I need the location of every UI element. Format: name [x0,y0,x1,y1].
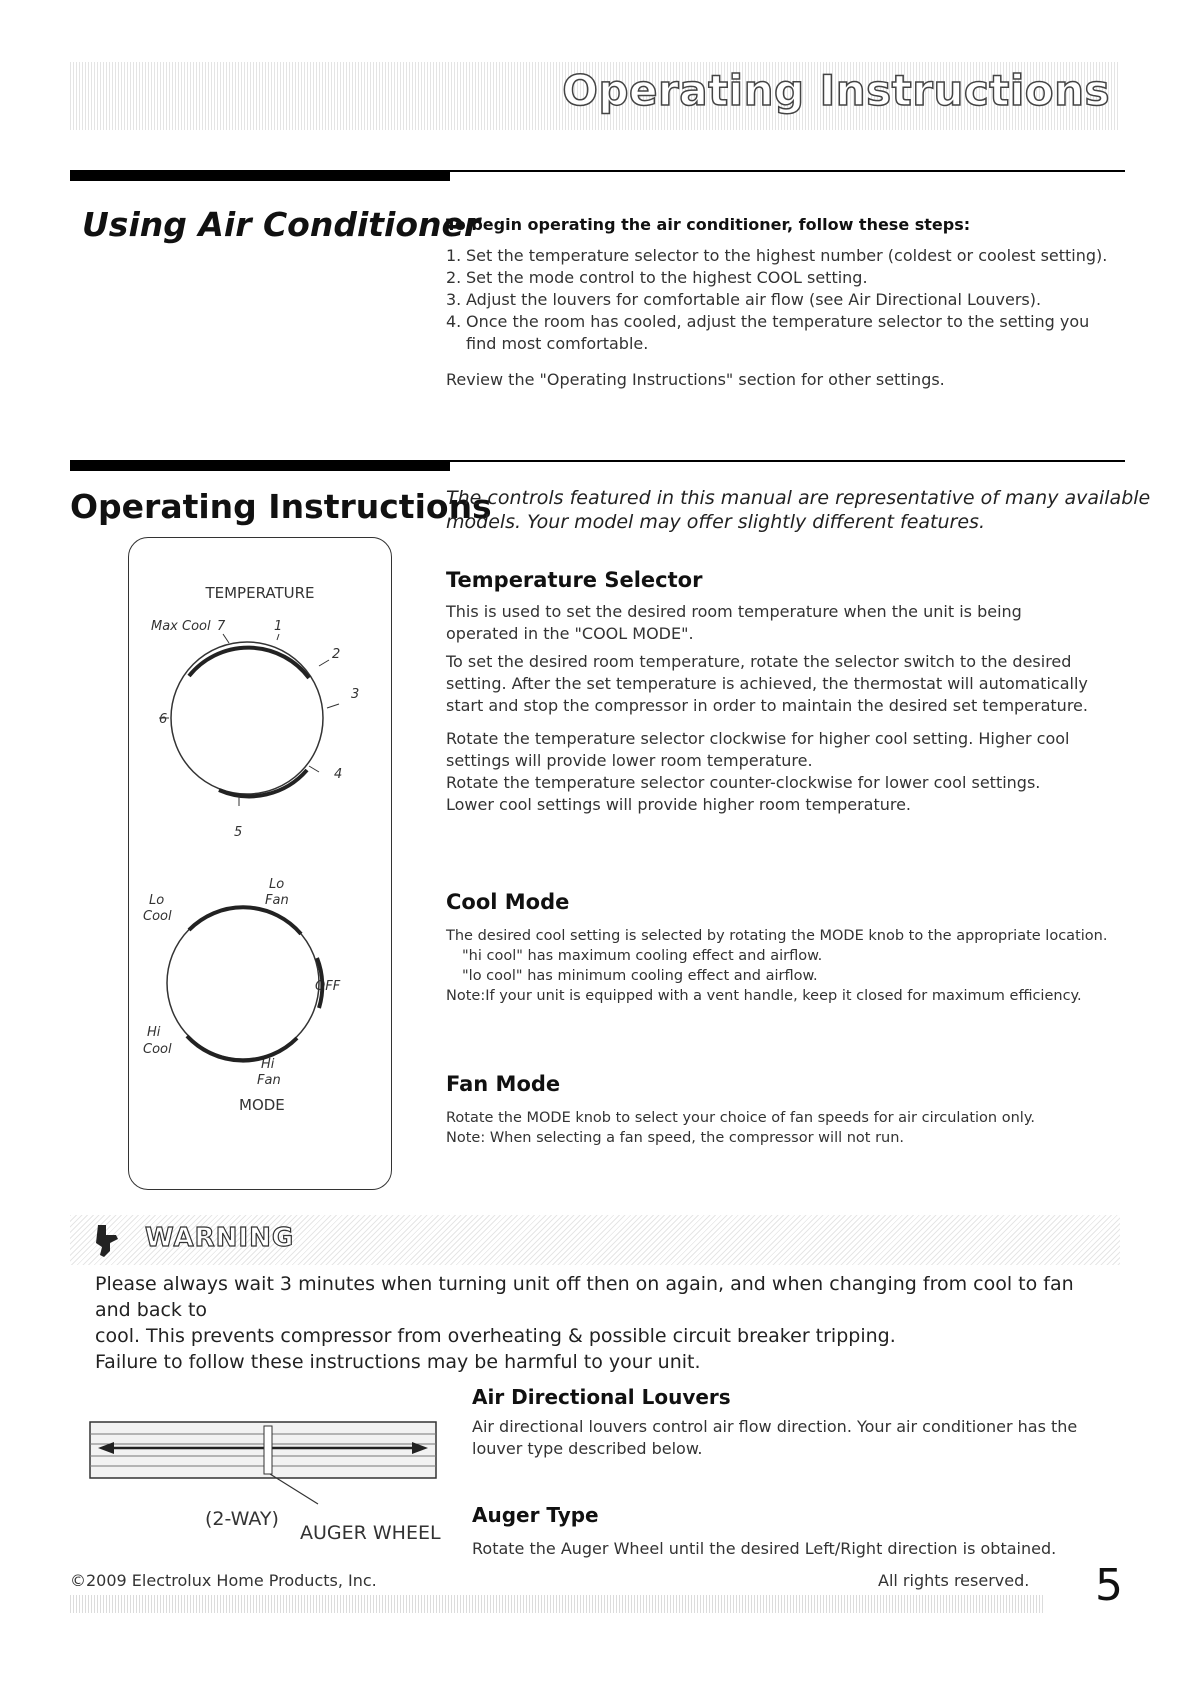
temp-selector-title: Temperature Selector [446,568,703,592]
section-rule-thin [70,170,1125,172]
hi-cool-label-2: Cool [143,1042,172,1057]
footer-stripe [70,1595,1045,1613]
auger-p1: Rotate the Auger Wheel until the desired Left/Right direction is obtained. [472,1539,1057,1558]
temp-tick-3: 3 [351,687,360,702]
warning-line1: Please always wait 3 minutes when turning unit off then on again, and when changing from cool to fan and back to [95,1273,1074,1321]
auger-wheel [264,1426,272,1474]
louvers-title: Air Directional Louvers [472,1385,731,1409]
temp-tick-1: 1 [274,619,283,634]
step-4: 4. Once the room has cooled, adjust the temperature selector to the setting you find most comfortable. [446,312,1090,353]
operating-intro-line1: The controls featured in this manual are representative of many available [446,487,1151,509]
temp-selector-p2: To set the desired room temperature, rotate the selector switch to the desired setting. After the set temperature is achieved, the thermostat will automatically start and stop the compressor in order to maintain the desired set temperature. [446,652,1088,715]
hi-fan-label-2: Fan [257,1073,281,1088]
footer-rights: All rights reserved. [878,1571,1030,1590]
off-label: OFF [315,979,341,994]
cool-mode-p1: The desired cool setting is selected by rotating the MODE knob to the appropriate location. [446,928,1108,944]
fan-mode-p2: Note: When selecting a fan speed, the compressor will not run. [446,1130,905,1146]
temp-tick-5: 5 [234,825,243,840]
control-dials-illustration [128,537,392,1190]
warning-title: WARNING [145,1223,295,1253]
using-review: Review the "Operating Instructions" section for other settings. [446,370,945,389]
warning-line3: Failure to follow these instructions may be harmful to your unit. [95,1351,701,1373]
cool-mode-title: Cool Mode [446,890,570,914]
hand-pointer-icon [88,1221,126,1259]
section-rule-thin-2 [70,460,1125,462]
lo-fan-label-1: Lo [269,877,285,892]
lo-cool-label-2: Cool [143,909,172,924]
auger-wheel-label: AUGER WHEEL [300,1522,441,1544]
cool-mode-p2: "hi cool" has maximum cooling effect and airflow. [462,948,823,964]
temp-selector-p3a: Rotate the temperature selector clockwise for higher cool setting. Higher cool settings will provide lower room temperature. [446,729,1070,770]
using-intro: To begin operating the air conditioner, follow these steps: [446,215,971,234]
temp-selector-p1: This is used to set the desired room temperature when the unit is being operated in the "COOL MODE". [446,602,1022,643]
cool-mode-p4: Note:If your unit is equipped with a vent handle, keep it closed for maximum efficiency. [446,988,1082,1004]
mode-label: MODE [239,1096,285,1114]
temp-tick-7: 7 [217,619,226,634]
header-title: Operating Instructions [562,66,1110,115]
hi-cool-label-1: Hi [147,1025,161,1040]
temp-arc-marker [189,648,309,678]
warning-box [70,1215,1120,1373]
fan-mode-title: Fan Mode [446,1072,561,1096]
step-2: 2. Set the mode control to the highest COOL setting. [446,268,868,287]
louvers-p1: Air directional louvers control air flow direction. Your air conditioner has the louver type described below. [472,1417,1078,1458]
header-banner [70,62,1120,130]
using-steps [446,245,1126,355]
warning-body [95,1271,1115,1375]
step-1: 1. Set the temperature selector to the highest number (coldest or coolest setting). [446,246,1108,265]
hi-fan-label-1: Hi [261,1057,275,1072]
warning-header [70,1215,1120,1265]
operating-intro-line2: models. Your model may offer slightly different features. [446,511,985,533]
temp-selector-p3b: Rotate the temperature selector counter-clockwise for lower cool settings. Lower cool settings will provide higher room temperature. [446,773,1041,814]
max-cool-label: Max Cool [151,619,211,634]
fan-mode-text [446,1108,1146,1148]
cool-mode-p3: "lo cool" has minimum cooling effect and airflow. [462,968,818,984]
louver-illustration [88,1420,438,1512]
operating-intro [446,486,1150,534]
temp-tick-6: 6 [159,712,168,727]
cool-mode-text [446,926,1146,1006]
dials-svg [129,538,391,1189]
lo-fan-label-2: Fan [265,893,289,908]
temperature-dial [171,642,323,794]
temp-tick-2: 2 [332,647,341,662]
warning-line2: cool. This prevents compressor from overheating & possible circuit breaker tripping. [95,1325,896,1347]
step-3: 3. Adjust the louvers for comfortable air flow (see Air Directional Louvers). [446,290,1042,309]
lo-cool-label-1: Lo [149,893,165,908]
fan-mode-p1: Rotate the MODE knob to select your choice of fan speeds for air circulation only. [446,1110,1035,1126]
footer-copyright: ©2009 Electrolux Home Products, Inc. [70,1571,377,1590]
auger-title: Auger Type [472,1503,599,1527]
temp-tick-4: 4 [334,767,343,782]
operating-title: Operating Instructions [70,487,492,526]
two-way-label: (2-WAY) [205,1508,279,1530]
temperature-label: TEMPERATURE [205,584,315,602]
using-title: Using Air Conditioner [82,205,481,244]
page-number: 5 [1095,1560,1123,1611]
